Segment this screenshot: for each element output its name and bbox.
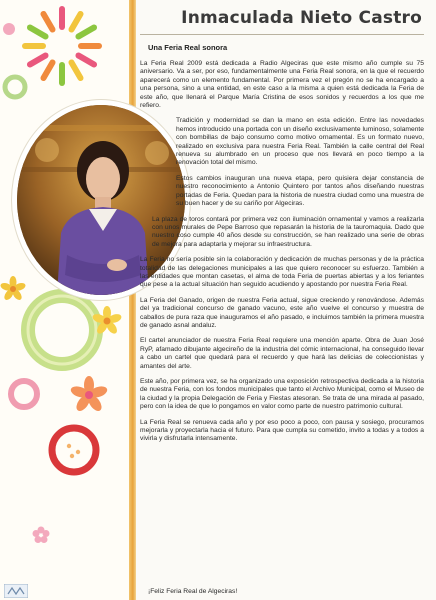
paragraph: La Feria Real 2009 está dedicada a Radio Algeciras que este mismo año cumple su 75 aniversario. Va a ser, por eso, fundamentalmente una Feria Real sonora, en la que el recuerdo aparecerá como un elemento fundamental. Por primera vez el pregón no se ha encargado a una persona, sino a una entidad, en este caso a la misma a quien está dedicada la Feria de este año, que llenará el Parque María Cristina de esos sonidos y recuerdos a los que me refiero.: [140, 60, 424, 110]
paragraph: Este año, por primera vez, se ha organizado una exposición retrospectiva dedicada a la historia de nuestra Feria, con los fondos municipales que tanto el Archivo Municipal, como el Museo de la ciudad y la propia Delegación de Feria y Fiestas atesoran. Se trata de una mirada al pasado, pero con la idea de que lo pongamos en valor como parte de nuestro patrimonio cultural.: [140, 378, 424, 411]
paragraph: El cartel anunciador de nuestra Feria Real requiere una mención aparte. Obra de Juan José RyP, afamado dibujante algecireño de la industria del cómic internacional, ha conseguido llevar a cabo un cartel que quedará para el recuerdo y que hará las delicias de coleccionistas y amantes del arte.: [140, 337, 424, 370]
paragraph: La Feria del Ganado, origen de nuestra Feria actual, sigue creciendo y renovándose. Además del ya tradicional concurso de ganado vacuno, este año vuelve el concurso y muestra de caballos de pura raza que inauguramos el año pasado, e incluimos también la primera muestra de ganado asnal andaluz.: [140, 296, 424, 329]
paragraph: Estos cambios inauguran una nueva etapa, pero quisiera dejar constancia de nuestro reconocimiento a Antonio Quintero por tantos años diseñando nuestras portadas de Feria. Quedan para la historia de nuestra ciudad como una muestra de su buen hacer y de su cariño por Algeciras.: [176, 174, 424, 208]
sign-off: ¡Feliz Feria Real de Algeciras!: [148, 588, 238, 595]
sunburst-flower-icon: [20, 4, 104, 88]
article-subtitle: Una Feria Real sonora: [148, 43, 228, 52]
pink-dot-icon: [2, 22, 16, 36]
page-corner-mark-icon: [4, 584, 28, 598]
orange-flower-icon: [70, 376, 108, 414]
author-name: Inmaculada Nieto Castro: [181, 8, 422, 28]
paragraph: Tradición y modernidad se dan la mano en esta edición. Entre las novedades hemos introducido una portada con un diseño exclusivamente luminoso, solamente con bombillas de bajo consumo como motivo ornamental. Es un formato nuevo, realizado en exclusiva para nuestra Feria Real. También la calle central del Real renueva su alumbrado en un proceso que nos llevará en poco tiempo a la renovación total del mismo.: [176, 117, 424, 167]
header-rule: [140, 34, 424, 35]
article-body: [140, 60, 424, 451]
pink-flower-icon: [30, 524, 52, 546]
paragraph: La Feria no sería posible sin la colaboración y dedicación de muchas personas y de la práctica totalidad de las delegaciones municipales a las que quiero reconocer su esfuerzo. También a las entidades que montan casetas, el alma de toda Feria de puertas abiertas y a los feriantes que pese a la actual situación han seguido acudiendo y apostando por nuestra Feria Real.: [140, 256, 424, 289]
orange-divider-stripe: [129, 0, 136, 600]
red-ring-icon: [46, 422, 102, 478]
decorative-column: [0, 0, 132, 600]
green-ring-icon: [2, 74, 28, 100]
yellow-flower-icon: [92, 306, 122, 336]
paragraph: La plaza de toros contará por primera vez con iluminación ornamental y vamos a realizarla con unos murales de Pepe Barroso que repasarán la historia de la tauromaquia. Dado que nuestro coso cumple 40 años desde su construcción, se han realizado una serie de obras de mejora para adaptarla y mejorar su infraestructura.: [152, 215, 424, 248]
paragraph: La Feria Real se renueva cada año y por eso poco a poco, con pausa y sosiego, procuramos mejorarla y proyectarla hacia el futuro. Para que cumpla su cometido, invito a todas y a todos a vivirla y disfrutarla intensamente.: [140, 418, 424, 443]
pink-ring-icon: [6, 376, 42, 412]
